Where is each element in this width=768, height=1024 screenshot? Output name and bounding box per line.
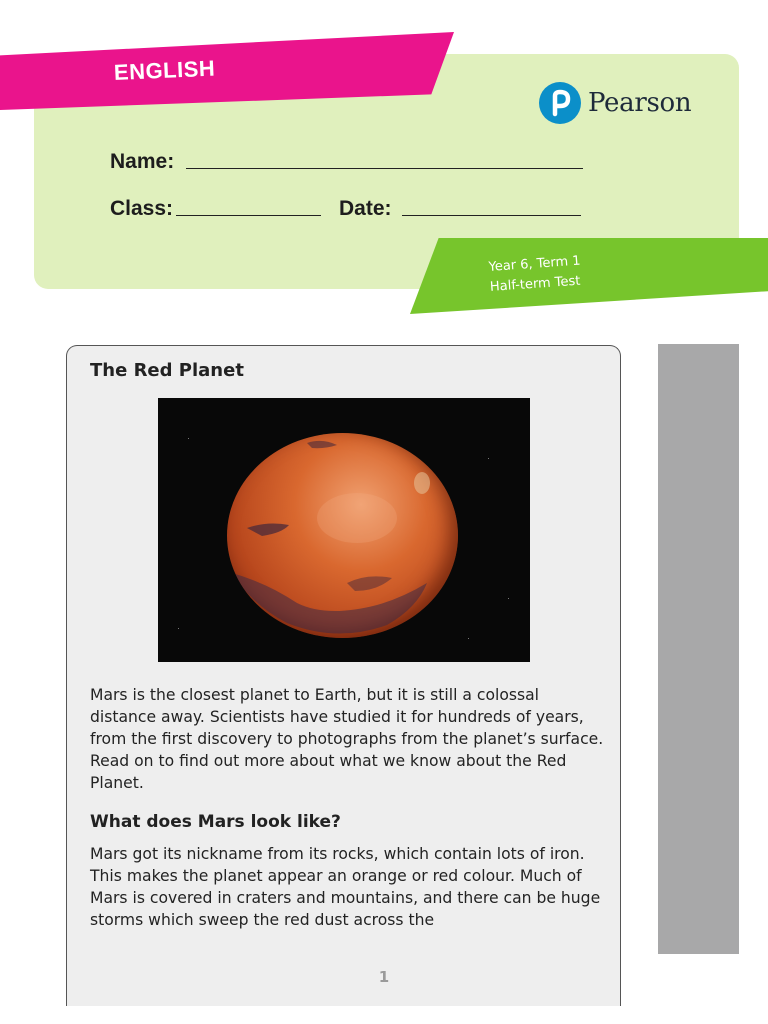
page-number: 1 xyxy=(378,968,390,986)
class-label: Class: xyxy=(110,197,174,220)
date-input-line[interactable] xyxy=(402,215,581,216)
article-title: The Red Planet xyxy=(90,360,244,381)
intro-paragraph: Mars is the closest planet to Earth, but it is still a colossal distance away. Scientists have studied it for hundreds of years, from the first discovery to photographs from the planet’s surface. Read on to find out more about what we know about the Red Planet. xyxy=(90,686,604,792)
name-input-line[interactable] xyxy=(186,168,583,169)
term-year: Year 6, Term 1 xyxy=(488,253,582,275)
term-info xyxy=(488,252,583,298)
section-heading: What does Mars look like? xyxy=(90,812,341,832)
pearson-p-icon xyxy=(539,82,581,124)
side-margin-bar xyxy=(658,344,739,954)
name-label: Name: xyxy=(110,150,175,173)
publisher-name: Pearson xyxy=(588,88,692,118)
term-tag xyxy=(410,238,768,314)
class-input-line[interactable] xyxy=(176,215,321,216)
mars-planet xyxy=(227,433,458,638)
article-panel xyxy=(66,345,621,1006)
date-label: Date: xyxy=(339,197,392,220)
mars-photo xyxy=(158,398,530,662)
pearson-logo xyxy=(539,82,691,124)
subject-label: ENGLISH xyxy=(113,55,216,85)
test-type: Half-term Test xyxy=(489,273,581,295)
body-paragraph: Mars got its nickname from its rocks, which contain lots of iron. This makes the planet appear an orange or red colour. Much of Mars is covered in craters and mountains, and there can be huge storms which sweep the red dust across the xyxy=(90,845,601,929)
